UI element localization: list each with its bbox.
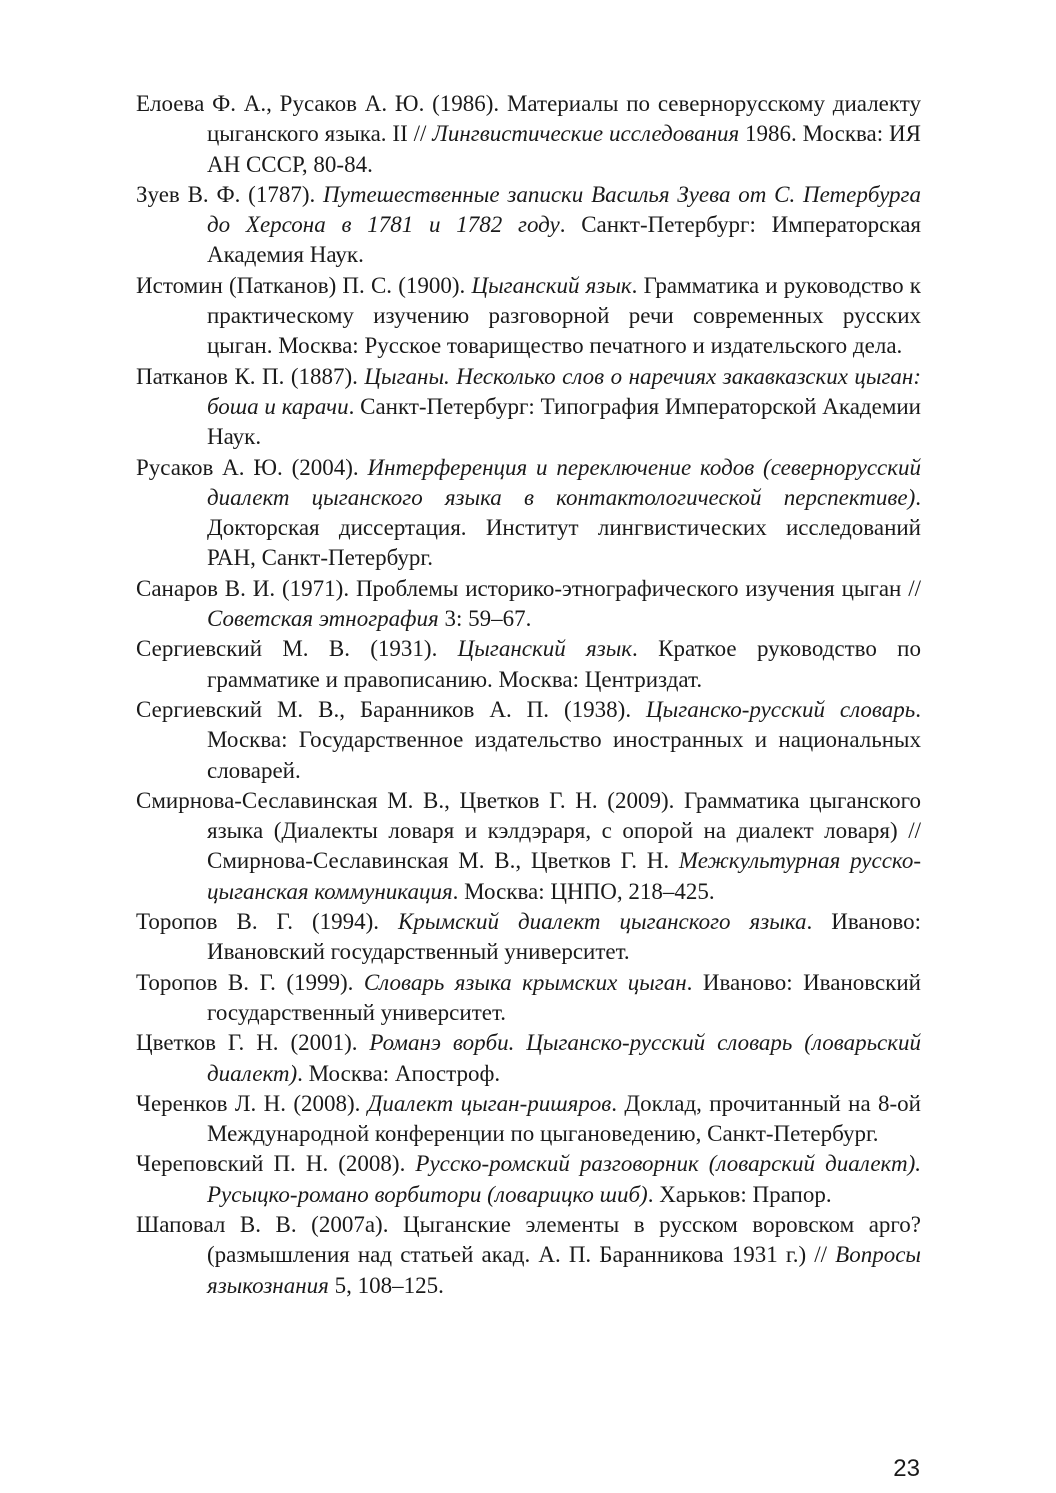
reference-entry: Патканов К. П. (1887). Цыганы. Несколько слов о наречиях закавказских цыган: боша и карачи. Санкт-Петербург: Типография Императорской Академии Наук. [136, 363, 922, 450]
reference-entry: Торопов В. Г. (1999). Словарь языка крымских цыган. Иваново: Ивановский государственный университет. [136, 969, 921, 1025]
page-number: 23 [893, 1455, 920, 1482]
reference-entry: Сергиевский М. В. (1931). Цыганский язык. Краткое руководство по грамматике и правописанию. Москва: Центриздат. [136, 636, 921, 692]
reference-entry: Торопов В. Г. (1994). Крымский диалект цыганского языка. Иваново: Ивановский государственный университет. [136, 909, 921, 965]
reference-entry: Шаповал В. В. (2007а). Цыганские элементы в русском воровском арго? (размышления над статьей акад. А. П. Баранникова 1931 г.) // Вопросы языкознания 5, 108–125. [136, 1211, 921, 1298]
reference-entry: Зуев В. Ф. (1787). Путешественные записки Василья Зуева от С. Петербурга до Херсона в 1781 и 1782 году. Санкт-Петербург: Императорская Академия Наук. [136, 181, 921, 268]
reference-entry: Цветков Г. Н. (2001). Романэ ворби. Цыганско-русский словарь (ловарьский диалект). Москва: Апостроф. [136, 1030, 922, 1086]
reference-entry: Смирнова-Сеславинская М. В., Цветков Г. Н. (2009). Грамматика цыганского языка (Диалекты ловаря и кэлдэраря, с опорой на диалект ловаря) // Смирнова-Сеславинская М. В., Цветков Г. Н. Межкультурная русско-цыганская коммуникация. Москва: ЦНПО, 218–425. [136, 787, 921, 904]
reference-entry: Сергиевский М. В., Баранников А. П. (1938). Цыганско-русский словарь. Москва: Государственное издательство иностранных и национальных словарей. [136, 696, 921, 783]
reference-entry: Русаков А. Ю. (2004). Интерференция и переключение кодов (севернорусский диалект цыганского языка в контактологической перспективе). Докторская диссертация. Институт лингвистических исследований РАН, Санкт-Петербург. [136, 454, 921, 571]
reference-entry: Череповский П. Н. (2008). Русско-ромский разговорник (ловарский диалект). Русыцко-романо ворбитори (ловарицко шиб). Харьков: Прапор. [136, 1151, 922, 1207]
reference-entry: Истомин (Патканов) П. С. (1900). Цыганский язык. Грамматика и руководство к практическому изучению разговорной речи современных русских цыган. Москва: Русское товарищество печатного и издательского дела. [136, 272, 921, 359]
reference-entry: Черенков Л. Н. (2008). Диалект цыган-ришяров. Доклад, прочитанный на 8-ой Международной конференции по цыгановедению, Санкт-Петербург. [136, 1090, 921, 1147]
reference-entry: Елоева Ф. А., Русаков А. Ю. (1986). Материалы по севернорусскому диалекту цыганского языка. II // Лингвистические исследования 1986. Москва: ИЯ АН СССР, 80-84. [136, 91, 921, 177]
reference-entry: Санаров В. И. (1971). Проблемы историко-этнографического изучения цыган // Советская этнография 3: 59–67. [136, 575, 921, 632]
bibliography-list [136, 89, 921, 1301]
